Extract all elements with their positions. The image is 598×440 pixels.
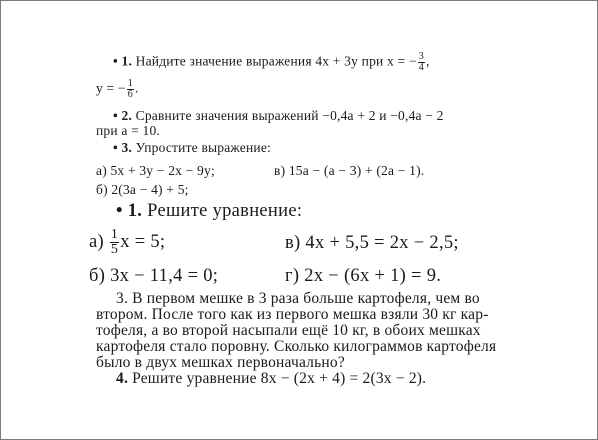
item-equation: x = 5;: [120, 231, 166, 252]
task-3-a: [96, 163, 215, 179]
numerator: 1: [110, 227, 119, 242]
item-b: б) 2(3a − 4) + 5;: [96, 182, 189, 197]
task-1: [113, 52, 430, 73]
item-v: в) 15a − (a − 3) + (2a − 1).: [274, 163, 425, 178]
bullet: •: [113, 140, 118, 155]
equation-b: [89, 266, 218, 287]
task-3-v: [274, 163, 424, 179]
equation-task: [116, 201, 302, 222]
fraction: [418, 52, 425, 73]
equation-v: [285, 233, 459, 254]
bullet: •: [113, 53, 118, 69]
numerator: 1: [127, 78, 133, 89]
denominator: 6: [127, 89, 133, 100]
bullet: •: [116, 201, 123, 221]
bullet: •: [113, 108, 118, 123]
problem-text: втором. После того как из первого мешка взяли 30 кг кар-: [96, 306, 489, 323]
task-1-cont: [96, 79, 139, 100]
numerator: 3: [418, 51, 424, 62]
problem-text: картофеля стало поровну. Сколько килограммов картофеля: [96, 338, 497, 355]
task-3: [113, 140, 271, 156]
item-equation: г) 2x − (6x + 1) = 9.: [285, 266, 442, 286]
task-number: 1.: [127, 201, 143, 221]
item-equation: в) 4x + 5,5 = 2x − 2,5;: [285, 233, 459, 253]
punct: ,: [425, 53, 430, 69]
punct: .: [134, 80, 139, 96]
task-2-cont: [96, 123, 160, 139]
task-text: Сравните значения выражений −0,4a + 2 и −0,4a − 2: [135, 108, 444, 123]
fraction: [127, 79, 134, 100]
problem-text: 3. В первом мешке в 3 раза больше картофеля, чем во: [116, 290, 480, 307]
task-number: 2.: [121, 108, 133, 123]
problem-text: тофеля, а во второй насыпали ещё 10 кг, в обоих мешках: [96, 322, 481, 339]
task-text: Найдите значение выражения 4x + 3y при x = −: [135, 53, 417, 69]
problem-text: Решите уравнение 8x − (2x + 4) = 2(3x − 2).: [132, 370, 427, 387]
fraction: [110, 228, 119, 257]
task-3-b: [96, 182, 189, 198]
task-text: Упростите выражение:: [135, 140, 271, 155]
item-equation: б) 3x − 11,4 = 0;: [89, 266, 219, 286]
problem-4: [116, 370, 426, 388]
denominator: 5: [110, 242, 119, 257]
task-number: 4.: [116, 370, 129, 387]
equation-g: [285, 266, 441, 287]
task-number: 3.: [121, 140, 133, 155]
item-a: а) 5x + 3y − 2x − 9y;: [96, 163, 215, 178]
task-number: 1.: [121, 53, 133, 69]
denominator: 4: [418, 62, 424, 73]
task-2: [113, 108, 444, 124]
task-text: y = −: [96, 80, 126, 96]
equation-a: [89, 228, 165, 257]
problem-text: было в двух мешках первоначально?: [96, 354, 345, 371]
task-text: Решите уравнение:: [147, 201, 303, 221]
task-text: при a = 10.: [96, 123, 161, 138]
item-label: а): [89, 231, 104, 252]
